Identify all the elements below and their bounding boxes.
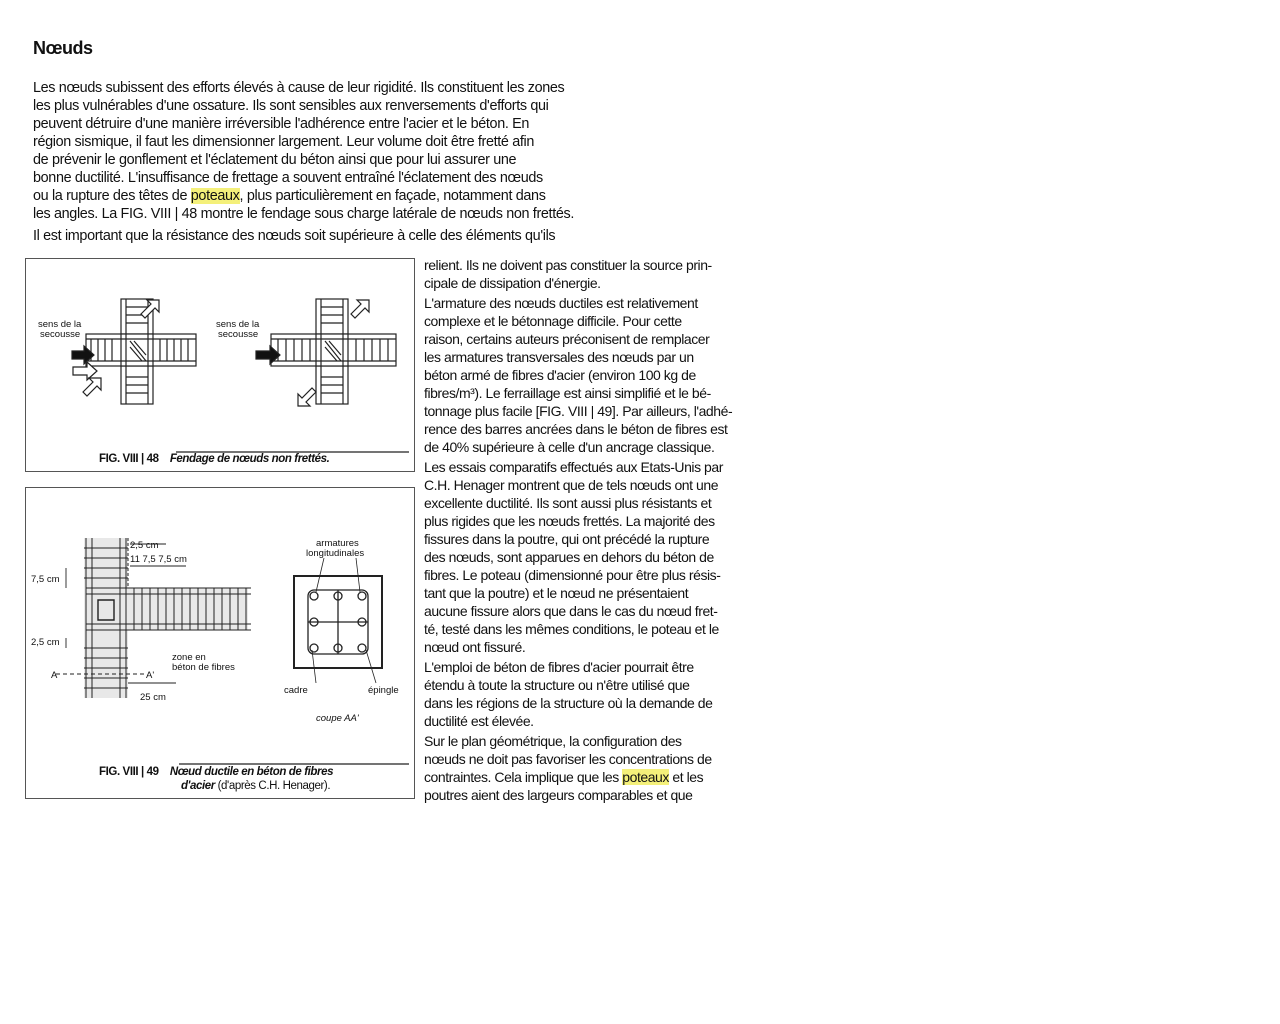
text-line: de 40% supérieure à celle d'un ancrage classique. bbox=[424, 439, 715, 455]
zone-label: béton de fibres bbox=[172, 662, 235, 673]
figure-number: FIG. VIII | 49 bbox=[99, 766, 159, 778]
dim-label: 25 cm bbox=[140, 692, 166, 703]
text-line: L'armature des nœuds ductiles est relativement bbox=[424, 295, 698, 311]
paragraph bbox=[424, 294, 778, 456]
text-line: les armatures transversales des nœuds par un bbox=[424, 349, 694, 365]
text-line: poutres aient des largeurs comparables et que bbox=[424, 787, 693, 803]
text-line: té, testé dans les mêmes conditions, le poteau et le bbox=[424, 621, 719, 637]
text-line: tant que la poutre) et le nœud ne présentaient bbox=[424, 585, 689, 601]
figure-title-cont: d'acier bbox=[181, 780, 215, 792]
text-line: des nœuds, sont apparues en dehors du béton de bbox=[424, 549, 714, 565]
text-line: étendu à toute la structure ou n'être utilisé que bbox=[424, 677, 690, 693]
figure-title: Fendage de nœuds non frettés. bbox=[169, 453, 330, 465]
text-line: contraintes. Cela implique que les poteaux et les bbox=[424, 769, 704, 785]
text-line: excellente ductilité. Ils sont aussi plus résistants et bbox=[424, 495, 712, 511]
figure-number: FIG. VIII | 48 bbox=[99, 453, 159, 465]
figure-49-drawing bbox=[26, 488, 414, 798]
text-line: relient. Ils ne doivent pas constituer la source prin- bbox=[424, 257, 712, 273]
coupe-label: coupe AA' bbox=[316, 713, 359, 724]
figure-title: Nœud ductile en béton de fibres bbox=[169, 766, 334, 778]
dim-label: 2,5 cm bbox=[130, 540, 159, 551]
figure-49-caption bbox=[99, 765, 333, 793]
section-marker-a-prime: A' bbox=[146, 670, 155, 681]
figure-48-caption bbox=[99, 453, 329, 465]
cadre-label: cadre bbox=[284, 685, 308, 696]
text-line: Sur le plan géométrique, la configuration des bbox=[424, 733, 682, 749]
text-line: raison, certains auteurs préconisent de remplacer bbox=[424, 331, 710, 347]
intro-line: Il est important que la résistance des nœuds soit supérieure à celle des éléments qu'ils bbox=[33, 228, 556, 244]
label-secousse-right: secousse bbox=[218, 329, 259, 340]
figure-source: (d'après C.H. Henager). bbox=[217, 780, 331, 792]
joint-right bbox=[271, 299, 396, 404]
text-line: nœuds ne doit pas favoriser les concentrations de bbox=[424, 751, 712, 767]
text-line: Les essais comparatifs effectués aux Etats-Unis par bbox=[424, 459, 723, 475]
intro-line: les plus vulnérables d'une ossature. Ils sont sensibles aux renversements d'efforts qui bbox=[33, 98, 549, 114]
paragraph bbox=[424, 732, 778, 804]
intro-line: les angles. La FIG. VIII | 48 montre le fendage sous charge latérale de nœuds non frettés. bbox=[33, 206, 574, 222]
text-line: fibres. Le poteau (dimensionné pour être plus résis- bbox=[424, 567, 721, 583]
zone-label: zone en bbox=[172, 652, 206, 663]
text-line: dans les régions de la structure où la demande de bbox=[424, 695, 713, 711]
figure-48 bbox=[25, 258, 415, 472]
text-line: L'emploi de béton de fibres d'acier pourrait être bbox=[424, 659, 694, 675]
text-line: fibres/m³). Le ferraillage est ainsi simplifié et le bé- bbox=[424, 385, 711, 401]
highlight-poteaux: poteaux bbox=[622, 769, 669, 785]
text-line: fissures dans la poutre, qui ont précédé la rupture bbox=[424, 531, 710, 547]
label-secousse-left: secousse bbox=[40, 329, 81, 340]
epingle-label: épingle bbox=[368, 685, 399, 696]
dim-label: 11 7,5 7,5 cm bbox=[130, 554, 187, 565]
right-column bbox=[424, 256, 778, 804]
text-line: nœud ont fissuré. bbox=[424, 639, 526, 655]
paragraph bbox=[424, 458, 778, 656]
dim-label: 7,5 cm bbox=[31, 574, 60, 585]
text-line: rence des barres ancrées dans le béton de fibres est bbox=[424, 421, 728, 437]
intro-line: peuvent détruire d'une manière irréversible l'adhérence entre l'acier et le béton. En bbox=[33, 116, 530, 132]
text-line: complexe et le bétonnage difficile. Pour cette bbox=[424, 313, 682, 329]
section-heading: Nœuds bbox=[33, 38, 93, 58]
intro-paragraph bbox=[33, 79, 628, 245]
text-line: tonnage plus facile [FIG. VIII | 49]. Par ailleurs, l'adhé- bbox=[424, 403, 733, 419]
paragraph bbox=[424, 658, 778, 730]
text-line: aucune fissure alors que dans le cas du nœud fret- bbox=[424, 603, 718, 619]
text-line: ductilité est élevée. bbox=[424, 713, 534, 729]
intro-line: région sismique, il faut les dimensionner largement. Leur volume doit être fretté afin bbox=[33, 134, 535, 150]
text-line: plus rigides que les nœuds frettés. La majorité des bbox=[424, 513, 715, 529]
text-line: C.H. Henager montrent que de tels nœuds ont une bbox=[424, 477, 719, 493]
text-line: béton armé de fibres d'acier (environ 100 kg de bbox=[424, 367, 696, 383]
paragraph bbox=[424, 256, 778, 292]
armatures-label: longitudinales bbox=[306, 548, 365, 559]
figure-48-drawing bbox=[26, 259, 414, 471]
highlight-poteaux: poteaux bbox=[190, 188, 240, 204]
text-line: cipale de dissipation d'énergie. bbox=[424, 275, 601, 291]
intro-line: bonne ductilité. L'insuffisance de frettage a souvent entraîné l'éclatement des nœuds bbox=[33, 170, 543, 186]
armatures-label: armatures bbox=[316, 538, 359, 549]
figure-49 bbox=[25, 487, 415, 799]
dim-label: 2,5 cm bbox=[31, 637, 60, 648]
cross-section bbox=[294, 558, 382, 683]
label-secousse-left: sens de la bbox=[38, 319, 82, 330]
section-marker-a: A bbox=[51, 670, 58, 681]
intro-line: ou la rupture des têtes de poteaux, plus particulièrement en façade, notamment dans bbox=[33, 188, 546, 204]
label-secousse-right: sens de la bbox=[216, 319, 260, 330]
intro-line: Les nœuds subissent des efforts élevés à cause de leur rigidité. Ils constituent les zones bbox=[33, 80, 565, 96]
intro-line: de prévenir le gonflement et l'éclatement du béton ainsi que pour lui assurer une bbox=[33, 152, 517, 168]
